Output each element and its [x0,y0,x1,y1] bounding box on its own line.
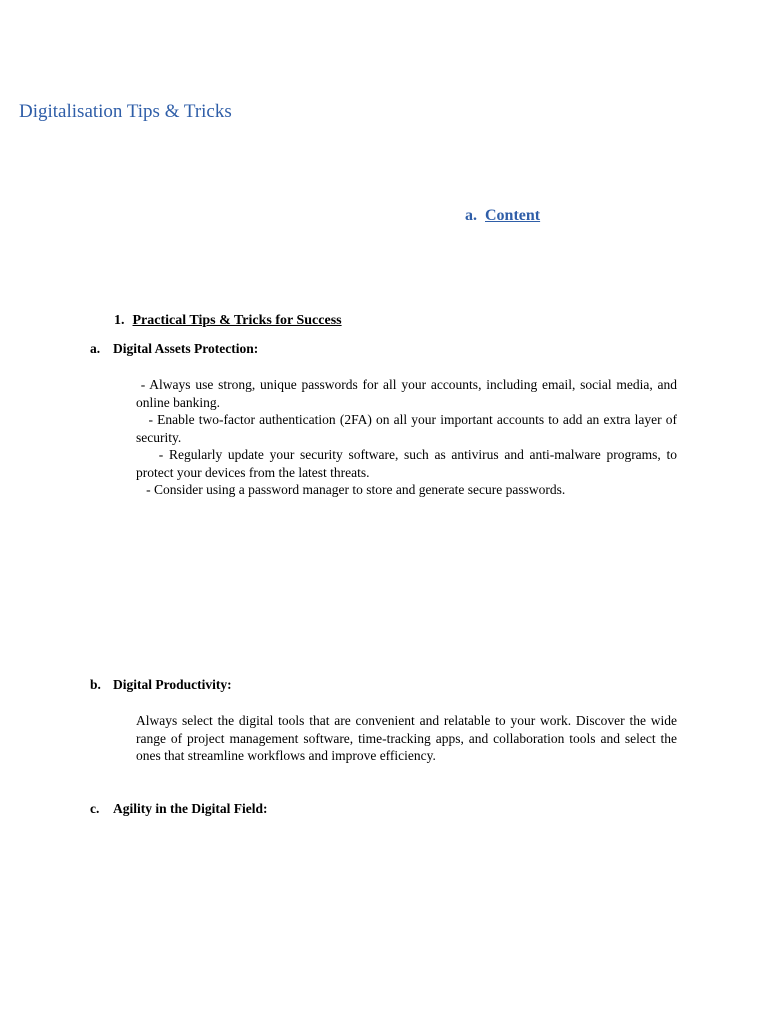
subsection-letter: c. [90,801,100,816]
paragraph: - Consider using a password manager to store and generate secure passwords. [136,482,566,497]
subsection-letter: b. [90,677,101,692]
paragraph: - Always use strong, unique passwords for all your accounts, including email, social media, and online banking. [136,377,681,410]
subsection-heading-b [90,677,232,693]
section-number: 1. [114,313,125,328]
paragraph: Always select the digital tools that are convenient and relatable to your work. Discover the wide range of project management software, time-tracking apps, and collaboration tools and select the ones that streamline workflows and improve efficiency. [136,713,677,763]
subsection-letter: a. [90,341,101,356]
subsection-body-a [136,376,681,499]
paragraph: - Enable two-factor authentication (2FA) on all your important accounts to add an extra layer of security. [136,412,681,445]
subsection-title: Digital Assets Protection: [113,341,259,356]
content-heading-text: Content [485,207,541,224]
section-title: Practical Tips & Tricks for Success [132,313,342,328]
subsection-title: Agility in the Digital Field: [113,801,268,816]
subsection-body-b [136,712,677,765]
subsection-title: Digital Productivity: [113,677,232,692]
content-heading [465,207,540,225]
section-heading [114,313,342,329]
paragraph: - Regularly update your security software, such as antivirus and anti-malware programs, to protect your devices from the latest threats. [136,447,681,480]
content-heading-number: a. [465,207,477,224]
doc-title: Digitalisation Tips & Tricks [19,101,232,122]
subsection-heading-c [90,801,268,817]
subsection-heading-a [90,341,258,357]
